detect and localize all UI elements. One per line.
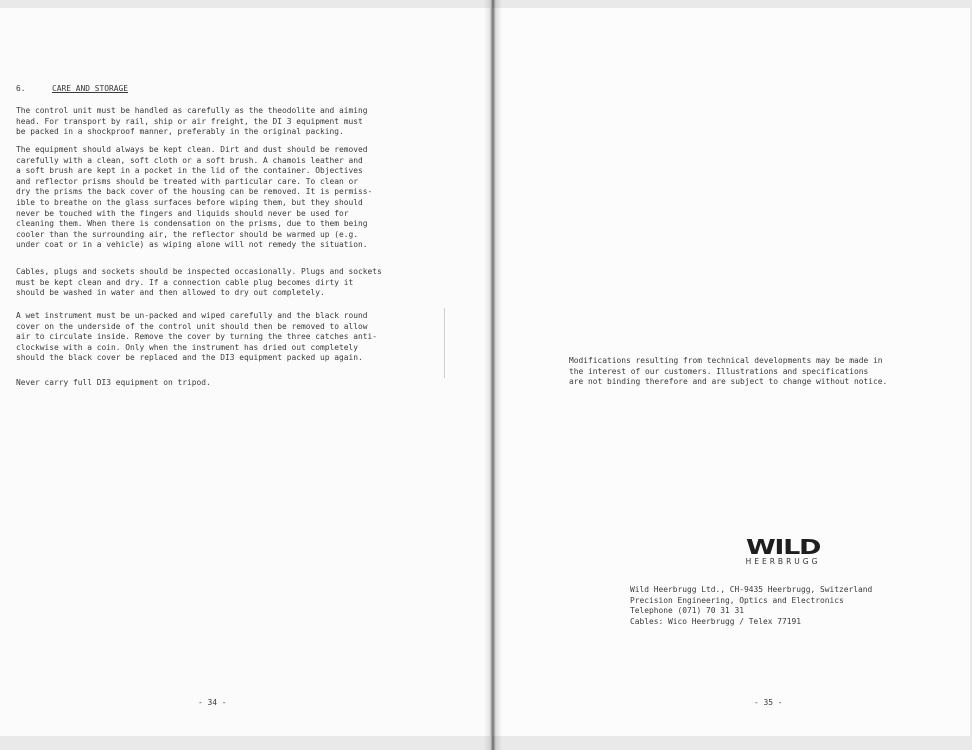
book-spine	[484, 0, 502, 750]
page-number-left: - 34 -	[198, 698, 227, 707]
company-description: Precision Engineering, Optics and Electronics	[630, 596, 844, 605]
paragraph-tripod: Never carry full DI3 equipment on tripod.	[16, 378, 211, 387]
section-title: CARE AND STORAGE	[52, 84, 129, 93]
page-number-right: - 35 -	[754, 698, 783, 707]
section-number: 6.	[16, 84, 26, 93]
modifications-notice: Modifications resulting from technical developments may be made in the interest of our customers. Illustrations and specifications are not binding therefore and are subject to change without notice.	[569, 356, 888, 387]
wild-heerbrugg-logo	[728, 535, 838, 566]
section-heading	[16, 84, 128, 95]
company-telephone: Telephone (071) 70 31 31	[630, 606, 745, 615]
logo-subtitle: HEERBRUGG	[745, 557, 821, 566]
company-name-line: Wild Heerbrugg Ltd., CH-9435 Heerbrugg, Switzerland	[630, 585, 873, 594]
margin-rule	[444, 308, 445, 378]
paragraph-cables: Cables, plugs and sockets should be inspected occasionally. Plugs and sockets must be kept clean and dry. If a connection cable plug becomes dirty it should be washed in water and then allowed to dry out completely.	[16, 267, 382, 298]
logo-wordmark: WILD	[745, 535, 821, 559]
paragraph-cleaning: The equipment should always be kept clean. Dirt and dust should be removed carefully with a clean, soft cloth or a soft brush. A chamois leather and a soft brush are kept in a pocket in the lid of the container. Objectives and reflector prisms should be treated with particular care. To clean or dry the prisms the back cover of the housing can be removed. It is permiss- ible to breathe on the glass surfaces before wiping them, but they should never be touched with the fingers and liquids should never be used for cleaning them. When there is condensation on the prisms, due to them being cooler than the surrounding air, the reflector should be warmed up (e.g. under coat or in a vehicle) as wiping alone will not remedy the situation.	[16, 145, 373, 250]
company-cables: Cables: Wico Heerbrugg / Telex 77191	[630, 617, 802, 626]
paragraph-handling: The control unit must be handled as carefully as the theodolite and aiming head. For transport by rail, ship or air freight, the DI 3 equipment must be packed in a shockproof manner, preferably in the original packing.	[16, 106, 368, 137]
paragraph-wet-instrument: A wet instrument must be un-packed and wiped carefully and the black round cover on the underside of the control unit should then be removed to allow air to circulate inside. Remove the cover by turning the three catches anti- clockwise with a coin. Only when the instrument has dried out completely should the black cover be replaced and the DI3 equipment packed up again.	[16, 311, 378, 363]
